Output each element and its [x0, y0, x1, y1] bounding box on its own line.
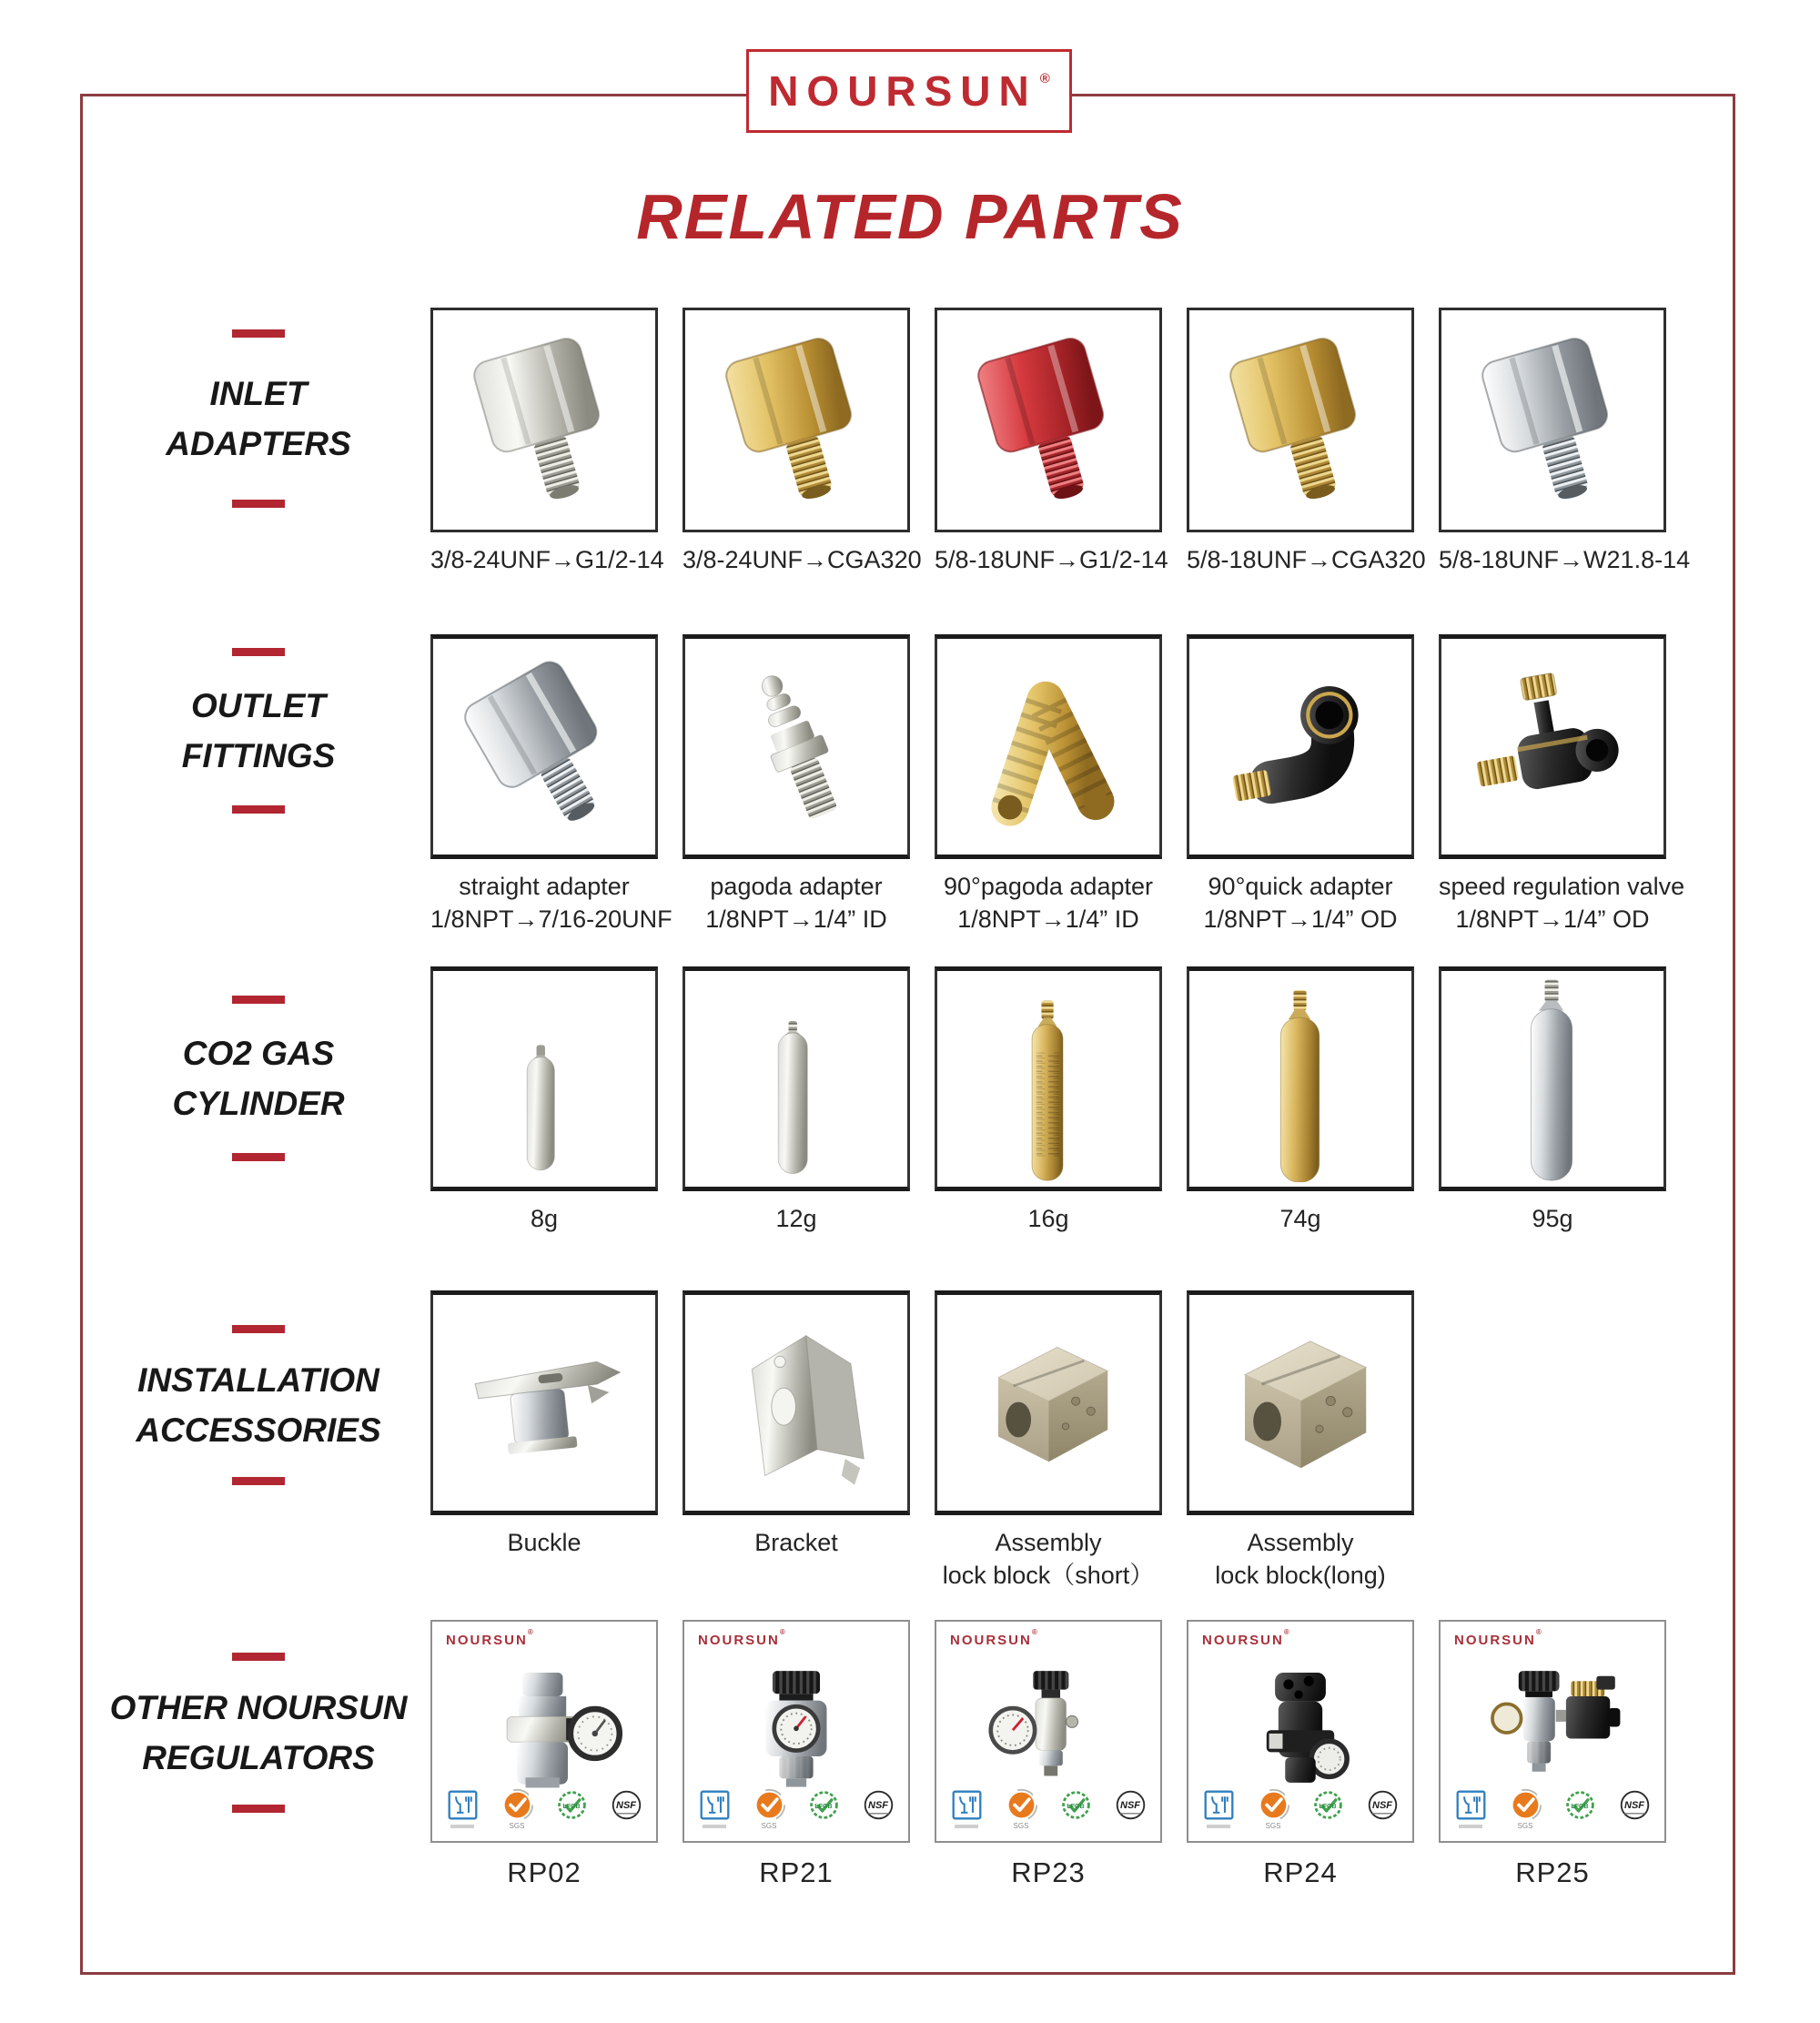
brand-logo-text: NOURSUN [768, 67, 1037, 115]
label-dash-bottom [232, 1805, 285, 1813]
product-caption [682, 1203, 910, 1236]
food-contact-icon [948, 1788, 985, 1832]
label-dash-top [232, 1653, 285, 1661]
card-brand-text: NOURSUN® [1454, 1628, 1543, 1648]
caption-line: 1/8NPT→1/4” ID [957, 905, 1139, 933]
label-dash-top [232, 329, 285, 338]
product-cell [430, 308, 664, 577]
section-label-line: CYLINDER [172, 1085, 345, 1122]
regulator-card-cell [430, 1620, 658, 1892]
product-caption [1187, 1855, 1414, 1892]
regulator-rp23-photo [964, 1666, 1133, 1799]
food-contact-icon [1452, 1788, 1489, 1832]
section-label-installation-accessories [87, 1325, 430, 1485]
caption-line: pagoda adapter [710, 873, 883, 900]
section-label-line: CO2 GAS [182, 1034, 335, 1072]
caption-line: 1/8NPT→1/4” OD [1455, 905, 1650, 933]
caption-line: Bracket [754, 1529, 838, 1556]
caption-line: 90°quick adapter [1208, 873, 1393, 900]
section-label-other-noursun-regulators [87, 1653, 430, 1813]
product-cell [935, 1290, 1162, 1592]
registered-trademark-mark: ® [1039, 70, 1050, 86]
certification-badges [936, 1788, 1160, 1832]
inlet-adapter-silver-photo [451, 327, 638, 513]
product-box [935, 634, 1162, 859]
pagoda-elbow-photo [956, 653, 1142, 840]
product-caption [1187, 1203, 1414, 1236]
regulator-card-cell [682, 1620, 910, 1892]
caption-line: 16g [1027, 1205, 1069, 1232]
regulator-rp02-photo [460, 1666, 629, 1799]
sgs-icon: SGS [751, 1788, 787, 1832]
quick-elbow-photo [1208, 653, 1394, 840]
caption-line: Assembly [995, 1529, 1102, 1556]
product-caption [430, 1527, 658, 1560]
section-label-line: FITTINGS [181, 737, 336, 774]
caption-line: 3/8-24UNF→CGA320 [682, 546, 922, 573]
product-cell [935, 966, 1162, 1236]
sgs-icon: SGS [1507, 1788, 1543, 1832]
inlet-adapter-brass-photo [1208, 327, 1394, 513]
label-dash-bottom [232, 500, 285, 508]
product-box [1439, 634, 1666, 859]
certification-badges [1441, 1788, 1664, 1832]
product-box [1187, 1290, 1414, 1515]
card-brand-text: NOURSUN® [698, 1628, 787, 1648]
caption-line: 5/8-18UNF→CGA320 [1187, 546, 1426, 573]
product-cell [430, 1290, 658, 1560]
product-cell [1187, 308, 1426, 577]
bracket-photo [703, 1310, 890, 1496]
caption-line: 5/8-18UNF→G1/2-14 [935, 546, 1168, 573]
caption-line: Buckle [507, 1529, 581, 1556]
product-box [430, 634, 658, 859]
regulator-card-cell [935, 1620, 1162, 1892]
section-label-inlet-adapters [87, 329, 430, 508]
product-caption [1439, 1203, 1666, 1236]
straight-adapter-photo [451, 653, 638, 840]
nsf-icon: NSF [1616, 1788, 1653, 1832]
food-contact-icon [1200, 1788, 1237, 1832]
product-cell [1439, 308, 1691, 577]
caption-line: RP25 [1515, 1856, 1590, 1888]
label-dash-top [232, 648, 285, 656]
product-box [1439, 966, 1666, 1191]
product-box [682, 308, 910, 532]
product-box [1187, 308, 1414, 532]
lfgb-icon: LFGB [553, 1788, 590, 1832]
caption-line: Assembly [1247, 1529, 1354, 1556]
product-box [1439, 308, 1666, 532]
product-caption [935, 871, 1162, 936]
lfgb-icon: LFGB [805, 1788, 842, 1832]
product-caption [430, 544, 664, 577]
caption-line: RP24 [1263, 1856, 1338, 1888]
caption-line: speed regulation valve [1439, 873, 1685, 900]
assembly-lock-block-long-photo [1208, 1310, 1394, 1496]
label-dash-top [232, 1325, 285, 1333]
product-caption [1439, 871, 1685, 936]
nsf-icon: NSF [608, 1788, 644, 1832]
pagoda-adapter-photo [703, 653, 890, 840]
section-label-line: ACCESSORIES [136, 1411, 381, 1449]
regulator-card-cell [1439, 1620, 1666, 1892]
caption-line: 74g [1279, 1205, 1321, 1232]
regulator-card [935, 1620, 1162, 1843]
product-cell [682, 308, 922, 577]
regulator-card [1439, 1620, 1666, 1843]
product-box [935, 308, 1162, 532]
food-contact-icon [444, 1788, 480, 1832]
caption-line: RP23 [1011, 1856, 1086, 1888]
product-caption [935, 544, 1168, 577]
caption-line: 90°pagoda adapter [943, 873, 1153, 900]
label-dash-bottom [232, 1477, 285, 1485]
product-cell [1187, 1290, 1414, 1592]
lfgb-icon: LFGB [1562, 1788, 1598, 1832]
caption-line: 3/8-24UNF→G1/2-14 [430, 546, 664, 573]
co2-cylinder-12g-photo [738, 976, 854, 1182]
product-cell [430, 634, 672, 936]
regulator-card-cell [1187, 1620, 1414, 1892]
speed-regulation-valve-photo [1460, 653, 1646, 840]
regulator-card [682, 1620, 910, 1843]
product-cell [935, 634, 1162, 936]
caption-line: 1/8NPT→1/4” ID [705, 905, 887, 933]
product-caption [682, 544, 922, 577]
certification-badges [684, 1788, 908, 1832]
co2-cylinder-95g-photo [1494, 976, 1611, 1182]
product-cell [430, 966, 658, 1236]
product-box [935, 1290, 1162, 1515]
certification-badges [432, 1788, 656, 1832]
card-brand-text: NOURSUN® [950, 1628, 1039, 1648]
inlet-adapter-chrome-photo [1460, 327, 1646, 513]
section-label-line: INLET [209, 374, 308, 412]
caption-line: 1/8NPT→7/16-20UNF [430, 905, 672, 933]
buckle-photo [451, 1310, 638, 1496]
section-label-line: ADAPTERS [166, 425, 351, 462]
product-caption [682, 1855, 910, 1892]
card-brand-text: NOURSUN® [1202, 1628, 1291, 1648]
sgs-icon: SGS [1003, 1788, 1039, 1832]
section-label-line: REGULATORS [142, 1739, 375, 1776]
label-dash-top [232, 996, 285, 1004]
lfgb-icon: LFGB [1309, 1788, 1346, 1832]
caption-line: RP21 [759, 1856, 834, 1888]
caption-line: lock block(long) [1215, 1561, 1386, 1589]
product-caption [935, 1203, 1162, 1236]
regulator-rp25-photo [1468, 1666, 1637, 1799]
product-caption [430, 1203, 658, 1236]
product-cell [1439, 634, 1685, 936]
sgs-icon: SGS [1255, 1788, 1291, 1832]
card-brand-text: NOURSUN® [446, 1628, 535, 1648]
section-label-outlet-fittings [87, 648, 430, 814]
product-cell [682, 634, 910, 936]
caption-line: straight adapter [459, 873, 630, 900]
regulator-rp21-photo [712, 1666, 881, 1799]
inlet-adapter-red-photo [956, 327, 1142, 513]
label-dash-bottom [232, 1153, 285, 1161]
product-box [935, 966, 1162, 1191]
lfgb-icon: LFGB [1057, 1788, 1094, 1832]
product-box [682, 966, 910, 1191]
caption-line: 8g [530, 1205, 559, 1232]
product-box [430, 308, 658, 532]
regulator-rp24-photo [1216, 1666, 1385, 1799]
product-cell [682, 1290, 910, 1560]
regulator-card [1187, 1620, 1414, 1843]
product-caption [1439, 544, 1691, 577]
nsf-icon: NSF [860, 1788, 896, 1832]
product-box [682, 634, 910, 859]
regulator-card [430, 1620, 658, 1843]
caption-line: 12g [775, 1205, 817, 1232]
brand-logo-box [746, 49, 1072, 133]
label-dash-bottom [232, 805, 285, 814]
caption-line: RP02 [507, 1856, 581, 1888]
product-box [430, 966, 658, 1191]
section-label-line: OTHER NOURSUN [109, 1688, 408, 1726]
section-label-line: INSTALLATION [137, 1360, 379, 1399]
product-cell [935, 308, 1168, 577]
page-title: RELATED PARTS [636, 181, 1184, 252]
section-label-line: OUTLET [191, 686, 326, 724]
product-caption [935, 1527, 1162, 1592]
co2-cylinder-16g-photo [990, 976, 1107, 1182]
product-caption [682, 871, 910, 936]
product-caption [430, 871, 672, 936]
section-label-co2-gas-cylinder [87, 996, 430, 1161]
product-box [430, 1290, 658, 1515]
inlet-adapter-brass-photo [703, 327, 890, 513]
product-cell [1439, 966, 1666, 1236]
nsf-icon: NSF [1112, 1788, 1148, 1832]
product-box [682, 1290, 910, 1515]
food-contact-icon [696, 1788, 733, 1832]
nsf-icon: NSF [1364, 1788, 1400, 1832]
product-cell [1187, 966, 1414, 1236]
caption-line: 95g [1532, 1205, 1573, 1232]
co2-cylinder-74g-photo [1242, 976, 1359, 1182]
product-box [1187, 634, 1414, 859]
caption-line: lock block（short） [942, 1561, 1155, 1589]
product-caption [935, 1855, 1162, 1892]
product-caption [1187, 1527, 1414, 1592]
sgs-icon: SGS [499, 1788, 535, 1832]
co2-cylinder-8g-photo [486, 976, 602, 1182]
assembly-lock-block-short-photo [965, 1319, 1133, 1487]
caption-line: 5/8-18UNF→W21.8-14 [1439, 546, 1691, 573]
product-caption [1187, 871, 1414, 936]
caption-line: 1/8NPT→1/4” OD [1203, 905, 1398, 933]
product-cell [682, 966, 910, 1236]
product-caption [430, 1855, 658, 1892]
product-box [1187, 966, 1414, 1191]
product-cell [1187, 634, 1414, 936]
product-caption [1187, 544, 1426, 577]
certification-badges [1188, 1788, 1412, 1832]
product-caption [1439, 1855, 1666, 1892]
product-caption [682, 1527, 910, 1560]
